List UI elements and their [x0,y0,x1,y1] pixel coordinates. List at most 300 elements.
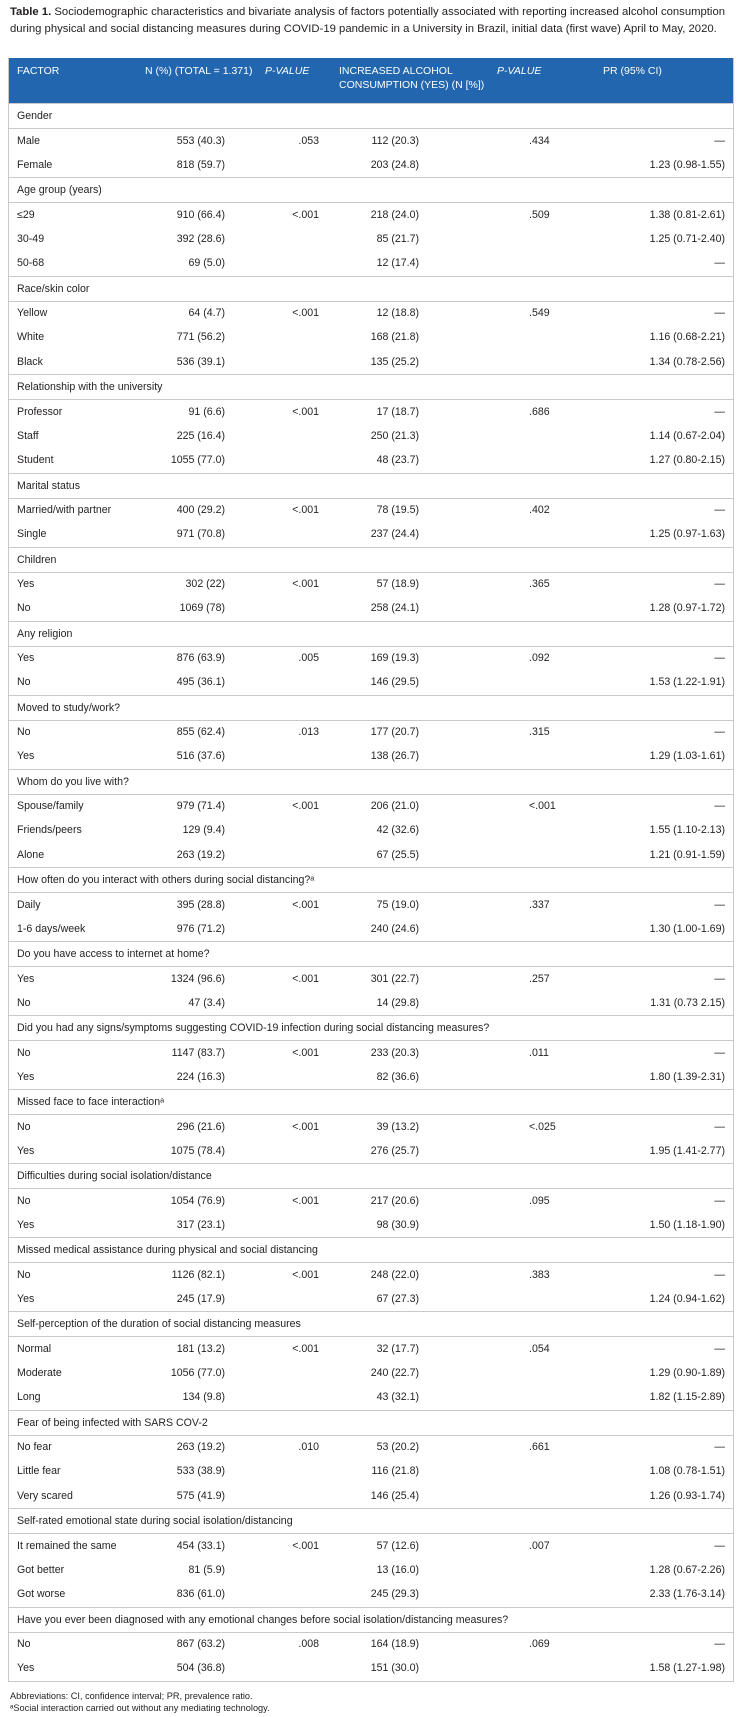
row-label: Professor [17,405,63,418]
cell-increased: 12 (17.4) [376,257,419,270]
row-label: Yes [17,1662,35,1675]
cell-increased: 169 (19.3) [370,652,419,665]
table-row [9,1632,733,1657]
table-row [9,720,733,745]
cell-n: 81 (5.9) [188,1563,225,1576]
table-row [9,522,733,547]
cell-pr: 1.29 (0.90-1.89) [649,1366,725,1379]
table-row [9,1459,733,1484]
cell-pr: — [714,1441,725,1454]
cell-p-value-1: <.001 [292,800,319,813]
cell-n: 134 (9.8) [182,1391,225,1404]
cell-n: 818 (59.7) [176,158,225,171]
cell-n: 129 (9.4) [182,824,225,837]
row-label: Black [17,355,43,368]
group-header-row [9,769,733,794]
cell-p-value-2: .011 [529,1046,549,1059]
cell-p-value-1: <.001 [292,405,319,418]
row-label: Yes [17,652,35,665]
cell-pr: 1.27 (0.80-2.15) [649,454,725,467]
cell-n: 1147 (83.7) [171,1046,225,1059]
table-row [9,1114,733,1139]
row-label: No [17,1268,31,1281]
cell-n: 400 (29.2) [176,504,225,517]
cell-n: 876 (63.9) [176,652,225,665]
table-row [9,202,733,227]
table-row [9,1262,733,1287]
cell-p-value-2: .549 [529,307,550,320]
row-label: Yellow [17,307,48,320]
row-label: Daily [17,898,41,911]
table-row [9,448,733,473]
cell-n: 971 (70.8) [176,528,225,541]
row-label: Normal [17,1342,52,1355]
cell-n: 979 (71.4) [176,800,225,813]
cell-p-value-2: .383 [529,1268,550,1281]
cell-n: 504 (36.8) [176,1662,225,1675]
footnote-abbreviations: Abbreviations: CI, confidence interval; PR, prevalence ratio. [10,1691,253,1701]
caption-label: Table 1. [10,6,52,18]
cell-p-value-1: <.001 [292,1120,319,1133]
cell-increased: 206 (21.0) [370,800,419,813]
table-row [9,991,733,1016]
table-row [9,325,733,350]
row-label: No [17,602,31,615]
group-header-row [9,867,733,892]
table-row [9,818,733,843]
group-title: Self-perception of the duration of social distancing measures [17,1318,301,1330]
cell-n: 302 (22) [185,578,225,591]
table-row [9,1361,733,1386]
cell-n: 553 (40.3) [176,134,225,147]
cell-n: 1324 (96.6) [170,972,225,985]
cell-p-value-2: .509 [529,208,550,221]
group-title: Race/skin color [17,282,90,295]
cell-n: 47 (3.4) [188,996,225,1009]
cell-increased: 146 (25.4) [370,1489,419,1502]
group-title: Did you had any signs/symptoms suggesting COVID-19 infection during social distancing measures? [17,1022,490,1034]
cell-increased: 301 (22.7) [370,972,419,985]
row-label: Married/with partner [17,504,112,517]
header-factor: FACTOR [17,65,60,77]
table-header [9,58,733,103]
cell-increased: 240 (22.7) [370,1366,419,1379]
cell-n: 69 (5.0) [188,257,225,270]
cell-pr: — [714,1638,725,1651]
cell-pr: 1.23 (0.98-1.55) [649,158,725,171]
cell-increased: 53 (20.2) [376,1441,419,1454]
cell-p-value-1: <.001 [292,1194,319,1207]
cell-p-value-2: <.025 [529,1120,556,1133]
cell-pr: 1.21 (0.91-1.59) [649,848,725,861]
cell-p-value-2: .315 [529,726,550,739]
cell-increased: 57 (18.9) [376,578,419,591]
table-row [9,892,733,917]
table-row [9,350,733,375]
cell-p-value-1: <.001 [292,972,319,985]
group-header-row [9,1410,733,1435]
cell-increased: 135 (25.2) [370,355,419,368]
table-row [9,596,733,621]
table-row [9,1139,733,1164]
table-row [9,1336,733,1361]
caption-text: Sociodemographic characteristics and bivariate analysis of factors potentially associated with reporting increased alcohol consumption during physical and social distancing measures during COVID-19 pandemic in a University in Brazil, initial data (first wave) April to May, 2020. [10,6,726,35]
cell-n: 225 (16.4) [176,429,225,442]
row-label: No [17,1194,31,1207]
cell-pr: — [714,1539,725,1552]
cell-increased: 85 (21.7) [376,232,419,245]
row-label: Female [17,158,53,171]
footnote-a: ᵃSocial interaction carried out without any mediating technology. [10,1703,270,1713]
cell-p-value-2: .007 [529,1539,550,1552]
cell-increased: 75 (19.0) [376,898,419,911]
data-table [8,58,734,1682]
cell-increased: 112 (20.3) [371,134,419,147]
cell-n: 855 (62.4) [176,726,225,739]
group-header-row [9,1508,733,1533]
cell-pr: 1.16 (0.68-2.21) [649,331,725,344]
cell-increased: 48 (23.7) [376,454,419,467]
cell-n: 317 (23.1) [176,1218,225,1231]
row-label: It remained the same [17,1539,117,1552]
cell-p-value-1: <.001 [292,1046,319,1059]
cell-n: 495 (36.1) [176,676,225,689]
cell-pr: 1.30 (1.00-1.69) [649,922,725,935]
table-row [9,227,733,252]
group-title: Whom do you live with? [17,775,129,788]
group-header-row [9,276,733,301]
cell-pr: 1.53 (1.22-1.91) [649,676,725,689]
table-body [9,103,733,1681]
cell-pr: — [714,652,725,665]
row-label: Staff [17,429,39,442]
cell-pr: — [714,1194,725,1207]
table-row [9,1533,733,1558]
table-row [9,843,733,868]
row-label: Yes [17,972,35,985]
cell-increased: 245 (29.3) [370,1588,419,1601]
group-header-row [9,695,733,720]
cell-p-value-1: <.001 [292,208,319,221]
group-title: Gender [17,110,53,122]
row-label: Little fear [17,1465,61,1478]
row-label: Alone [17,848,45,861]
cell-increased: 138 (26.7) [370,750,419,763]
cell-increased: 151 (30.0) [370,1662,419,1675]
cell-n: 181 (13.2) [176,1342,225,1355]
table-row [9,670,733,695]
row-label: No [17,726,31,739]
cell-increased: 146 (29.5) [370,676,419,689]
cell-increased: 168 (21.8) [370,331,419,344]
table-row [9,153,733,178]
table-row [9,1287,733,1312]
table-row [9,399,733,424]
cell-p-value-2: .054 [529,1342,550,1355]
table-caption [10,4,732,38]
cell-pr: 1.31 (0.73 2.15) [650,996,725,1009]
cell-pr: — [714,726,725,739]
cell-pr: — [714,257,725,270]
table-row [9,794,733,819]
cell-n: 91 (6.6) [188,405,225,418]
row-label: Long [17,1391,41,1404]
group-title: Children [17,553,57,566]
cell-p-value-1: .008 [298,1638,319,1651]
cell-n: 1055 (77.0) [170,454,225,467]
cell-increased: 203 (24.8) [370,158,419,171]
group-title: Self-rated emotional state during social isolation/distancing [17,1515,293,1527]
cell-n: 392 (28.6) [176,232,225,245]
group-title: Relationship with the university [17,381,163,393]
cell-n: 245 (17.9) [176,1292,225,1305]
cell-increased: 14 (29.8) [376,996,419,1009]
cell-pr: 1.26 (0.93-1.74) [649,1489,725,1502]
table-row [9,1558,733,1583]
cell-p-value-2: .686 [529,405,550,418]
cell-increased: 233 (20.3) [370,1046,419,1059]
footnotes [10,1690,270,1714]
cell-n: 263 (19.2) [176,1441,225,1454]
cell-n: 395 (28.8) [176,898,225,911]
row-label: Got worse [17,1588,66,1601]
cell-increased: 164 (18.9) [370,1638,419,1651]
cell-increased: 13 (16.0) [376,1563,419,1576]
row-label: 1-6 days/week [17,922,86,935]
cell-pr: — [714,1046,725,1059]
row-label: Yes [17,1144,35,1157]
table-row [9,1484,733,1509]
cell-n: 575 (41.9) [176,1489,225,1502]
group-header-row [9,1311,733,1336]
cell-pr: — [714,405,725,418]
cell-pr: 1.29 (1.03-1.61) [649,750,725,763]
table-row [9,1435,733,1460]
group-title: Fear of being infected with SARS COV-2 [17,1416,208,1429]
cell-pr: — [714,578,725,591]
cell-pr: — [714,134,725,147]
row-label: Yes [17,578,35,591]
cell-p-value-1: <.001 [292,1342,319,1355]
cell-pr: 1.25 (0.71-2.40) [649,232,725,245]
table-row [9,1040,733,1065]
header-increased-consumption: INCREASED ALCOHOL CONSUMPTION (YES) (N [%]) [339,65,485,91]
cell-pr: 1.80 (1.39-2.31) [649,1070,725,1083]
table-row [9,498,733,523]
group-header-row [9,103,733,128]
cell-n: 296 (21.6) [176,1120,225,1133]
cell-increased: 17 (18.7) [376,405,419,418]
cell-n: 536 (39.1) [176,355,225,368]
header-p-value-1: P-VALUE [265,65,310,77]
group-title: Do you have access to internet at home? [17,948,210,960]
cell-p-value-2: <.001 [529,800,556,813]
cell-increased: 82 (36.6) [376,1070,419,1083]
header-pr: PR (95% CI) [603,65,662,77]
row-label: Yes [17,1070,35,1083]
cell-p-value-2: .095 [529,1194,550,1207]
cell-pr: 1.55 (1.10-2.13) [649,824,725,837]
cell-increased: 237 (24.4) [370,528,419,541]
group-title: Any religion [17,627,73,640]
cell-pr: 1.25 (0.97-1.63) [649,528,725,541]
cell-pr: — [714,972,725,985]
cell-n: 263 (19.2) [176,848,225,861]
row-label: Single [17,528,47,541]
cell-increased: 240 (24.6) [370,922,419,935]
row-label: Yes [17,750,35,763]
group-title: How often do you interact with others during social distancing?ᵃ [17,874,315,886]
cell-pr: 2.33 (1.76-3.14) [649,1588,725,1601]
cell-p-value-1: <.001 [292,504,319,517]
cell-increased: 248 (22.0) [370,1268,419,1281]
cell-increased: 67 (25.5) [376,848,419,861]
cell-n: 64 (4.7) [188,307,225,320]
cell-p-value-1: <.001 [292,1268,319,1281]
table-row [9,1065,733,1090]
table-row [9,424,733,449]
cell-increased: 98 (30.9) [376,1218,419,1231]
cell-p-value-1: .005 [298,652,319,665]
cell-pr: 1.28 (0.97-1.72) [649,602,725,615]
cell-pr: — [714,307,725,320]
cell-p-value-2: .365 [529,578,550,591]
cell-p-value-2: .402 [529,504,550,517]
group-title: Age group (years) [17,184,102,196]
table-row [9,1213,733,1238]
cell-n: 836 (61.0) [176,1588,225,1601]
cell-increased: 57 (12.6) [376,1539,419,1552]
cell-p-value-1: <.001 [292,578,319,591]
cell-p-value-1: .010 [298,1441,319,1454]
group-title: Difficulties during social isolation/distance [17,1170,212,1182]
cell-pr: 1.82 (1.15-2.89) [649,1391,725,1404]
cell-p-value-2: .069 [529,1638,550,1651]
cell-p-value-2: .434 [529,134,550,147]
row-label: Male [17,134,40,147]
cell-pr: — [714,898,725,911]
group-header-row [9,1607,733,1632]
group-header-row [9,1163,733,1188]
cell-increased: 32 (17.7) [376,1342,419,1355]
table-row [9,1188,733,1213]
row-label: No [17,1638,31,1651]
cell-p-value-1: <.001 [292,1539,319,1552]
row-label: No [17,676,31,689]
cell-n: 1054 (76.9) [170,1194,225,1207]
group-title: Moved to study/work? [17,701,121,714]
cell-n: 516 (37.6) [176,750,225,763]
cell-pr: — [714,1120,725,1133]
cell-increased: 258 (24.1) [370,602,419,615]
group-title: Missed face to face interactionᵃ [17,1096,165,1108]
group-title: Marital status [17,479,80,492]
cell-pr: 1.38 (0.81-2.61) [649,208,725,221]
table-row [9,1656,733,1681]
cell-increased: 78 (19.5) [376,504,419,517]
table-row [9,572,733,597]
row-label: Spouse/family [17,800,84,813]
cell-n: 1069 (78) [179,602,225,615]
row-label: White [17,331,45,344]
group-header-row [9,177,733,202]
cell-increased: 116 (21.8) [371,1465,419,1478]
row-label: Friends/peers [17,824,82,837]
row-label: Yes [17,1292,35,1305]
cell-n: 224 (16.3) [176,1070,225,1083]
cell-pr: 1.24 (0.94-1.62) [649,1292,725,1305]
cell-p-value-1: <.001 [292,307,319,320]
cell-pr: 1.28 (0.67-2.26) [649,1563,725,1576]
cell-n: 1075 (78.4) [170,1144,225,1157]
cell-n: 867 (63.2) [176,1638,225,1651]
table-row [9,744,733,769]
cell-pr: — [714,1268,725,1281]
table-row [9,1582,733,1607]
cell-p-value-1: <.001 [292,898,319,911]
group-header-row [9,547,733,572]
group-header-row [9,1237,733,1262]
row-label: No [17,1046,31,1059]
cell-n: 1056 (77.0) [170,1366,225,1379]
cell-increased: 250 (21.3) [370,429,419,442]
header-n: N (%) (TOTAL = 1.371) [145,65,253,77]
group-header-row [9,1015,733,1040]
row-label: Very scared [17,1489,73,1502]
table-row [9,966,733,991]
group-header-row [9,374,733,399]
cell-increased: 12 (18.8) [376,307,419,320]
group-title: Missed medical assistance during physical and social distancing [17,1244,318,1256]
row-label: 50-68 [17,257,45,270]
cell-increased: 217 (20.6) [370,1194,419,1207]
cell-p-value-2: .337 [529,898,550,911]
cell-n: 454 (33.1) [176,1539,225,1552]
group-header-row [9,473,733,498]
cell-pr: 1.14 (0.67-2.04) [649,429,725,442]
cell-increased: 276 (25.7) [370,1144,419,1157]
table-row [9,301,733,326]
cell-p-value-2: .661 [529,1441,550,1454]
row-label: ≤29 [17,208,35,221]
table-row [9,128,733,153]
table-row [9,917,733,942]
cell-n: 1126 (82.1) [171,1268,225,1281]
table-row [9,251,733,276]
cell-increased: 43 (32.1) [376,1391,419,1404]
row-label: Moderate [17,1366,62,1379]
table-row [9,1385,733,1410]
cell-pr: 1.34 (0.78-2.56) [649,355,725,368]
group-title: Have you ever been diagnosed with any emotional changes before social isolation/distancing measures? [17,1613,509,1626]
row-label: No [17,996,31,1009]
row-label: Student [17,454,54,467]
cell-pr: 1.95 (1.41-2.77) [649,1144,725,1157]
table-row [9,646,733,671]
cell-p-value-1: .053 [298,134,319,147]
cell-n: 771 (56.2) [176,331,225,344]
cell-pr: — [714,800,725,813]
row-label: 30-49 [17,232,45,245]
cell-pr: 1.08 (0.78-1.51) [649,1465,725,1478]
row-label: Got better [17,1563,65,1576]
cell-n: 976 (71.2) [176,922,225,935]
cell-p-value-2: .257 [529,972,550,985]
cell-increased: 218 (24.0) [370,208,419,221]
group-header-row [9,1089,733,1114]
cell-p-value-2: .092 [529,652,550,665]
cell-increased: 177 (20.7) [370,726,419,739]
